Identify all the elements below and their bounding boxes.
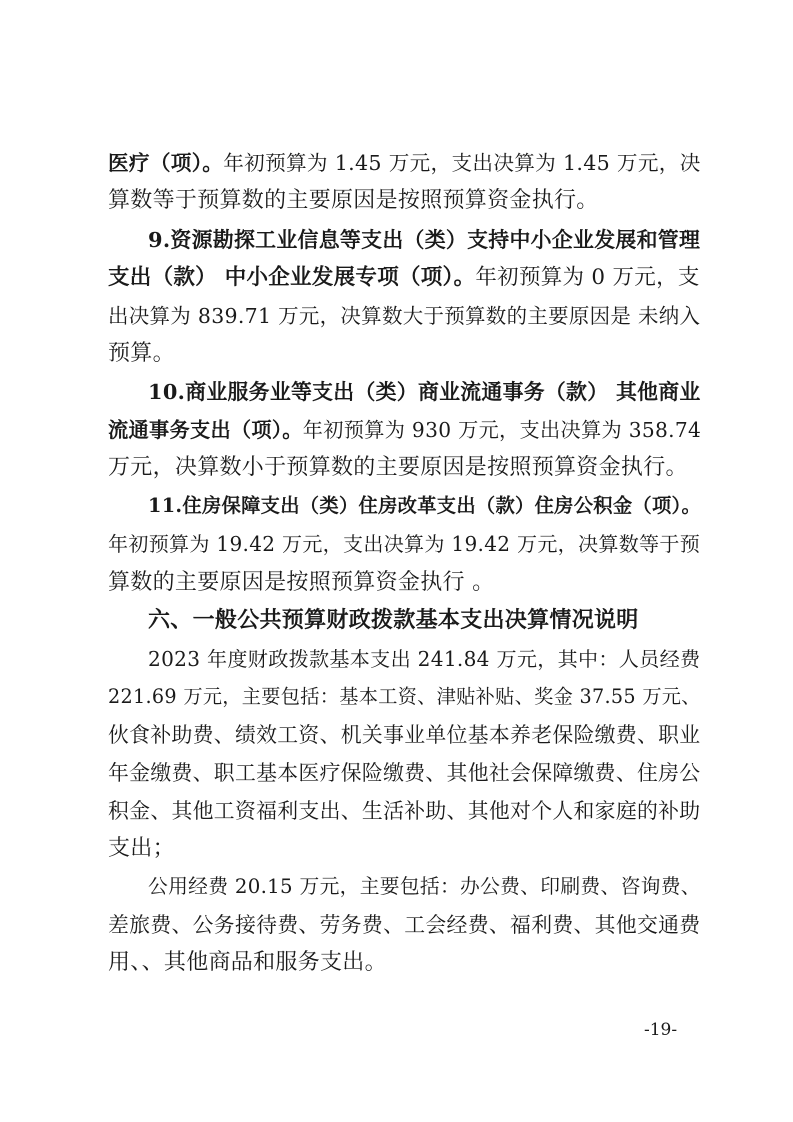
normal-run: 年初预算为 19.42 万元，支出决算为 19.42 万元，决算数等于预 (108, 532, 701, 556)
text-line-5 (108, 299, 700, 333)
text-line-8 (108, 413, 701, 447)
text-line-7 (148, 375, 701, 409)
text-line-16 (108, 718, 700, 752)
bold-run: 流通事务支出（项）。 (108, 418, 303, 442)
text-line-19 (108, 832, 175, 866)
text-line-10 (148, 489, 701, 523)
text-line-22 (108, 946, 387, 980)
normal-run: 公用经费 20.15 万元，主要包括：办公费、印刷费、咨询费、 (148, 875, 701, 898)
normal-run: 2023 年度财政拨款基本支出 241.84 万元，其中：人员经费 (148, 647, 701, 671)
text-line-1 (108, 146, 701, 180)
text-line-3 (148, 223, 700, 257)
bold-run: 支出（款） 中小企业发展专项（项）。 (108, 265, 476, 290)
bold-run: 11.住房保障支出（类）住房改革支出（款）住房公积金（项）。 (148, 494, 702, 517)
bold-run: 9.资源勘探工业信息等支出（类）支持中小企业发展和管理 (148, 227, 701, 252)
text-line-17 (108, 756, 700, 790)
page-number: -19- (644, 1020, 678, 1040)
normal-run: 年初预算为 0 万元，支 (475, 265, 700, 290)
text-line-9 (108, 451, 688, 485)
normal-run: 积金、其他工资福利支出、生活补助、其他对个人和家庭的补助 (108, 799, 701, 823)
normal-run: 算数等于预算数的主要原因是按照预算资金执行。 (108, 188, 599, 213)
text-line-20 (148, 870, 701, 904)
heading-text: 六、一般公共预算财政拨款基本支出决算情况说明 (148, 608, 639, 633)
section-heading (148, 604, 639, 638)
normal-run: 用、、其他商品和服务支出。 (108, 950, 387, 975)
bold-run: 10.商业服务业等支出（类）商业流通事务（款） 其他商业 (148, 379, 701, 404)
text-line-11 (108, 527, 700, 561)
text-line-15 (108, 680, 701, 714)
normal-run: 伙食补助费、绩效工资、机关事业单位基本养老保险缴费、职业 (108, 723, 701, 747)
text-line-6 (108, 337, 175, 371)
text-line-18 (108, 794, 700, 828)
normal-run: 年金缴费、职工基本医疗保险缴费、其他社会保障缴费、住房公 (108, 761, 701, 785)
normal-run: 支出； (108, 836, 175, 861)
text-line-12 (108, 566, 494, 600)
text-line-4 (108, 261, 700, 295)
normal-run: 算数的主要原因是按照预算资金执行 。 (108, 570, 495, 595)
text-line-21 (108, 908, 700, 942)
bold-run: 医疗（项）。 (108, 151, 224, 175)
normal-run: 万元，决算数小于预算数的主要原因是按照预算资金执行。 (108, 455, 688, 480)
normal-run: 年初预算为 930 万元，支出决算为 358.74 (302, 418, 702, 442)
text-line-2 (108, 184, 599, 218)
text-line-14 (148, 642, 700, 676)
normal-run: 预算。 (108, 341, 175, 366)
normal-run: 221.69 万元，主要包括：基本工资、津贴补贴、奖金 37.55 万元、 (108, 685, 701, 708)
normal-run: 出决算为 839.71 万元，决算数大于预算数的主要原因是 未纳入 (108, 304, 701, 328)
normal-run: 差旅费、公务接待费、劳务费、工会经费、福利费、其他交通费 (108, 913, 701, 937)
normal-run: 年初预算为 1.45 万元，支出决算为 1.45 万元，决 (223, 151, 701, 175)
